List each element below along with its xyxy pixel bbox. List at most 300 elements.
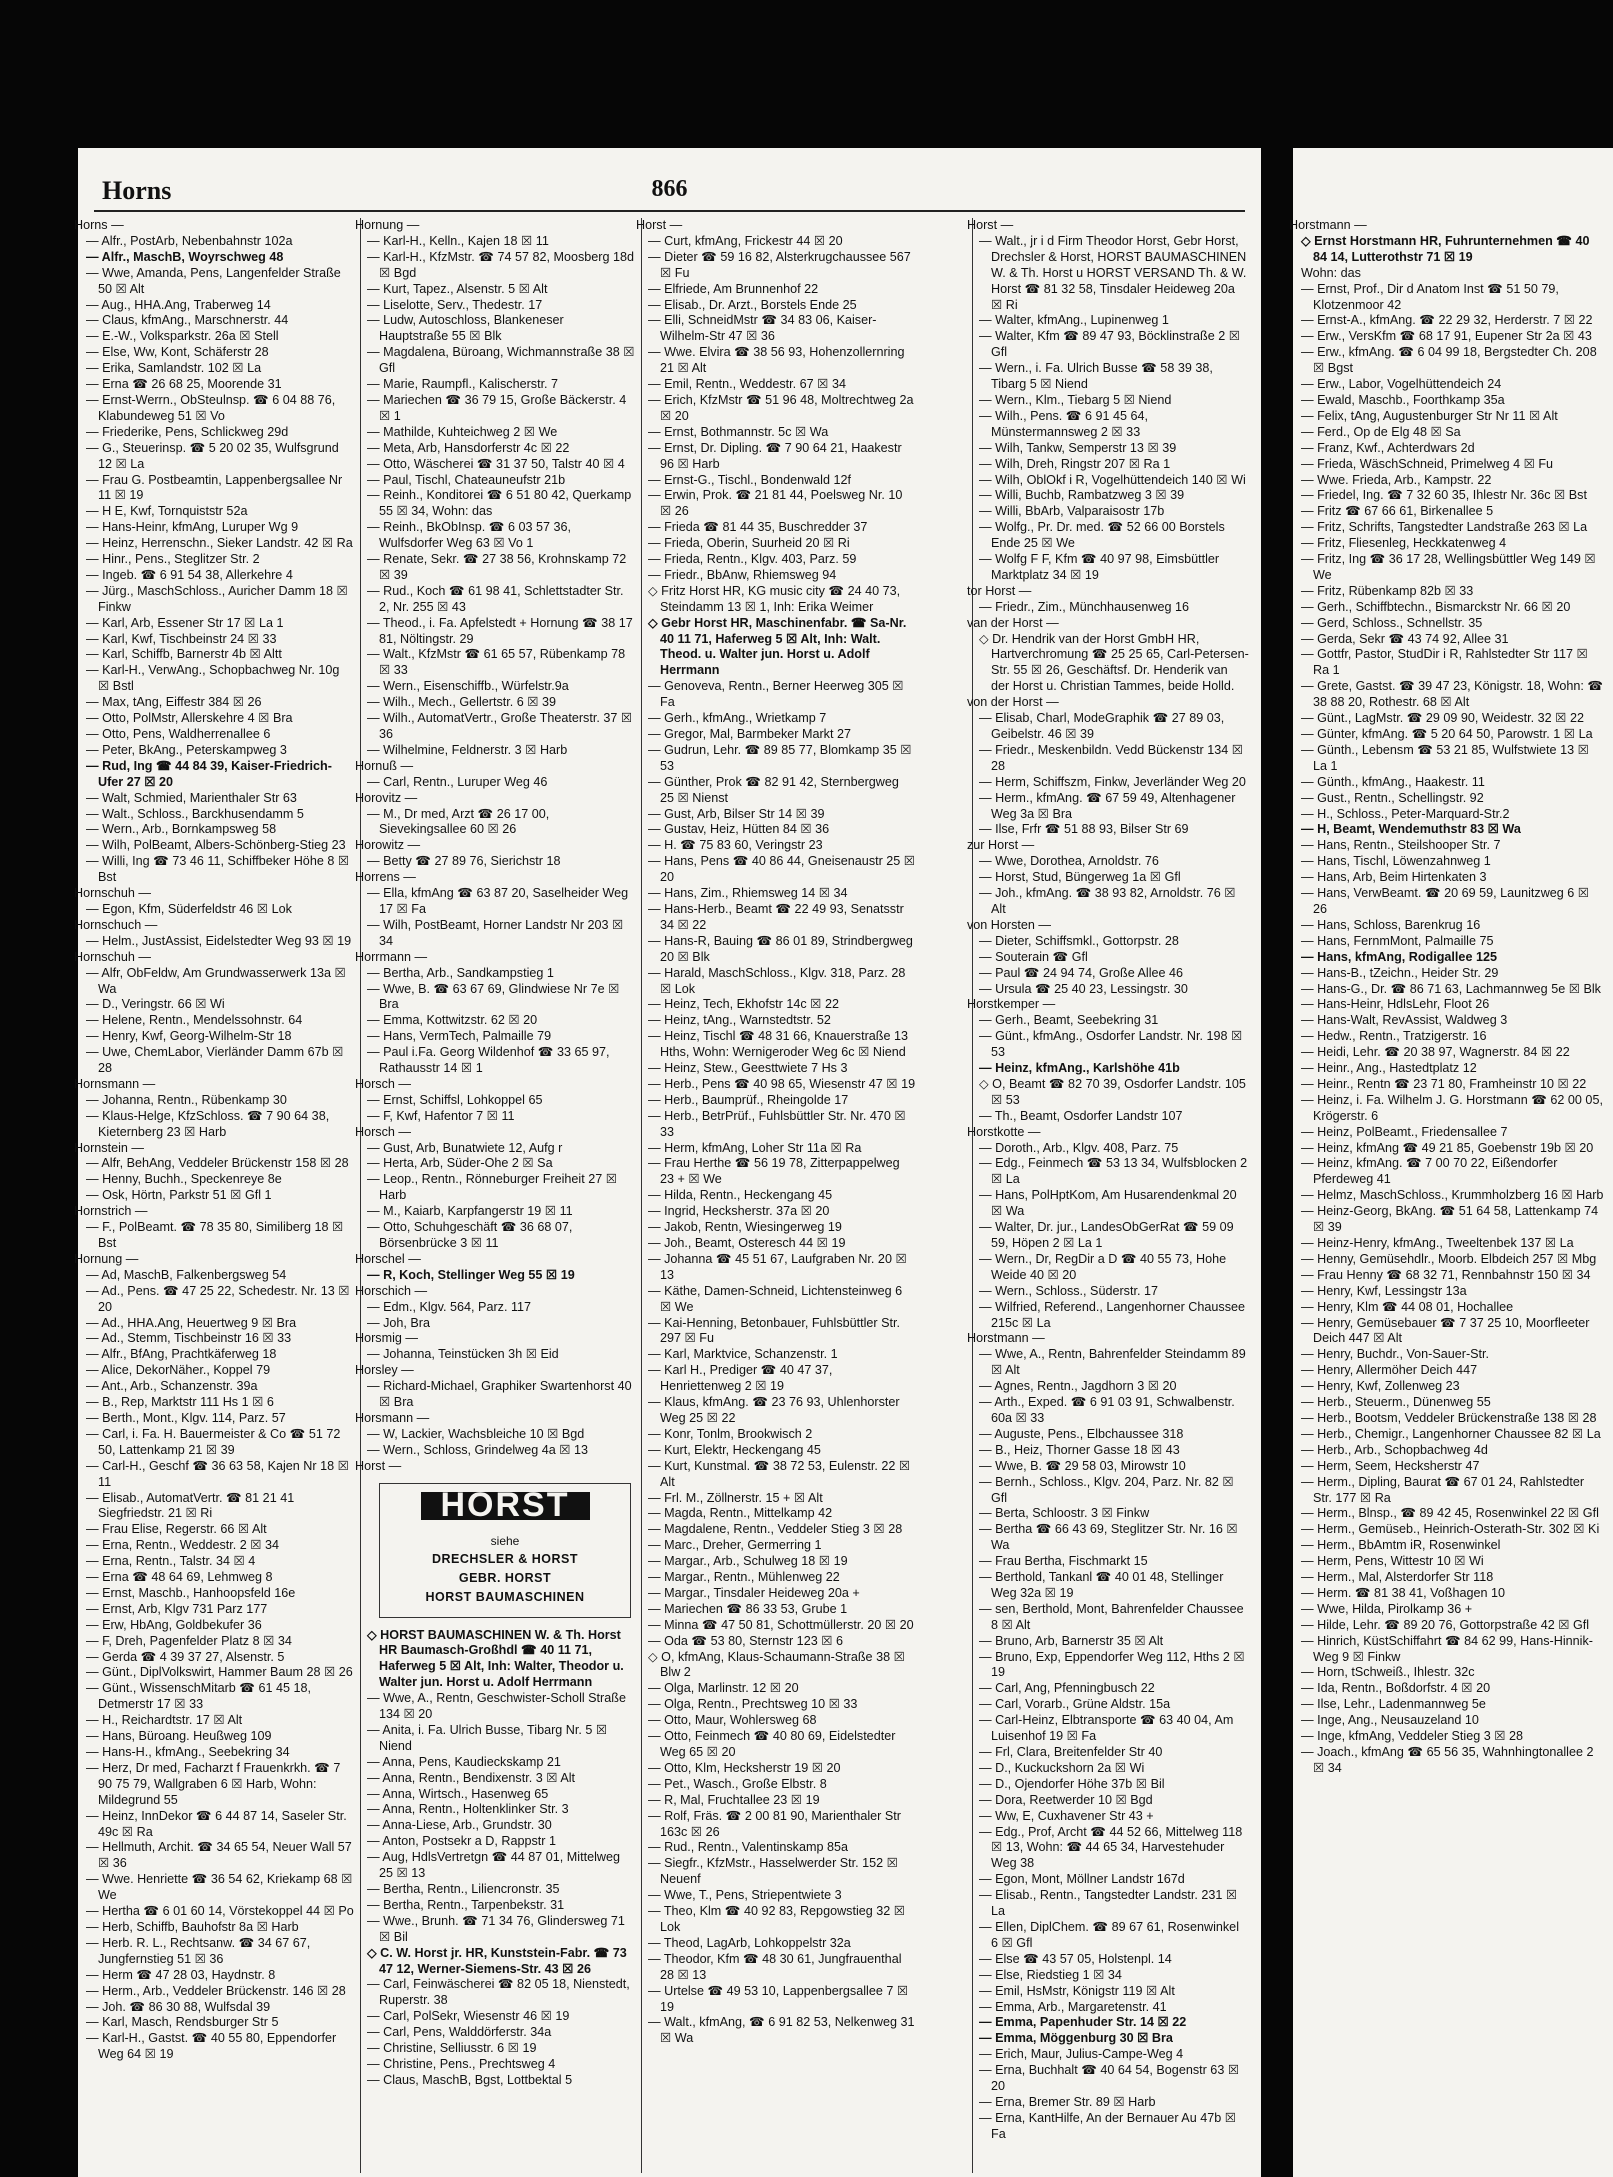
directory-entry: ◇ C. W. Horst jr. HR, Kunststein-Fabr. ☎ 73 47 12, Werner-Siemens-Str. 43 ☒ 26 — [367, 1945, 627, 1976]
directory-entry: — Kurt, Tapez., Alsenstr. 5 ☒ Alt — [367, 281, 548, 296]
surname-header: Horsmig — — [355, 1331, 418, 1346]
directory-entry: — Wwe, A., Rentn, Bahrenfelder Steindamm 89 ☒ Alt — [979, 1347, 1246, 1378]
surname-header: Hornschuh — — [74, 886, 151, 901]
directory-entry: — H., Reichardtstr. 17 ☒ Alt — [86, 1713, 243, 1728]
directory-entry: — Wwe, Amanda, Pens, Langenfelder Straße 50 ☒ Alt — [86, 265, 341, 296]
directory-entry: — Ilse, Frfr ☎ 51 88 93, Bilser Str 69 — [979, 822, 1189, 837]
page-header-title: Horns — [102, 176, 172, 205]
directory-entry: — Herm., BbAmtm iR, Rosenwinkel — [1301, 1538, 1501, 1553]
directory-entry: — Magdalena, Büroang, Wichmannstraße 38 ☒ Gfl — [367, 345, 635, 376]
directory-entry: — M., Kaiarb, Karpfangerstr 19 ☒ 11 — [367, 1204, 573, 1219]
directory-entry: — Erw, HbAng, Goldbekufer 36 — [86, 1617, 262, 1632]
directory-entry: — Christine, Pens., Prechtsweg 4 — [367, 2056, 556, 2071]
directory-entry: — Wolfg F F, Kfm ☎ 40 97 98, Eimsbüttler Marktplatz 34 ☒ 19 — [979, 552, 1220, 582]
directory-entry: — Hilde, Lehr. ☎ 89 20 76, Gottorpstraße 42 ☒ Gfl — [1301, 1617, 1590, 1632]
directory-entry: — Uwe, ChemLabor, Vierländer Damm 67b ☒ 28 — [86, 1045, 344, 1076]
directory-entry: — Henry, Buchdr., Von-Sauer-Str. — [1301, 1347, 1490, 1362]
directory-entry: — Ernst, Arb, Klgv 731 Parz 177 — [86, 1601, 268, 1616]
directory-entry: — Ludw, Autoschloss, Blankeneser Hauptstraße 55 ☒ Blk — [367, 313, 564, 344]
directory-entry: — Souterain ☎ Gfl — [979, 949, 1088, 964]
directory-entry: — Henny, Buchh., Speckenreye 8e — [86, 1172, 282, 1187]
directory-entry: — Walter, Kfm ☎ 89 47 93, Böcklinstraße 2 ☒ Gfl — [979, 329, 1240, 360]
directory-entry: — Kurt, Kunstmal. ☎ 38 72 53, Eulenstr. 22 ☒ Alt — [648, 1458, 911, 1489]
directory-entry: — Wilhelmine, Feldnerstr. 3 ☒ Harb — [367, 742, 568, 757]
directory-entry: — Rolf, Fräs. ☎ 2 00 81 90, Marienthaler Str 163c ☒ 26 — [648, 1808, 901, 1839]
directory-entry: — Paul ☎ 24 94 74, Große Allee 46 — [979, 965, 1184, 980]
directory-entry: — Herm., Arb., Veddeler Brückenstr. 146 ☒ 28 — [86, 1983, 346, 1998]
directory-entry: — Anna, Wirtsch., Hasenweg 65 — [367, 1786, 549, 1801]
directory-entry: — Theodor, Kfm ☎ 48 30 61, Jungfrauenthal 28 ☒ 13 — [648, 1951, 902, 1982]
directory-entry: — Wwe. Elvira ☎ 38 56 93, Hohenzollernring 21 ☒ Alt — [648, 345, 905, 376]
directory-entry: — Alfr, BehAng, Veddeler Brückenstr 158 ☒ 28 — [86, 1156, 349, 1171]
surname-header: Horsmann — — [355, 1410, 430, 1425]
directory-entry: — Reinh., Konditorei ☎ 6 51 80 42, Querkamp 55 ☒ 34, Wohn: das — [367, 488, 632, 519]
directory-entry: — Erw., Labor, Vogelhüttendeich 24 — [1301, 377, 1502, 392]
directory-entry: — Ida, Rentn., Boßdorfstr. 4 ☒ 20 — [1301, 1681, 1491, 1696]
directory-entry: — Anna, Rentn., Bendixenstr. 3 ☒ Alt — [367, 1770, 576, 1785]
directory-entry: — Max, tAng, Eiffestr 384 ☒ 26 — [86, 695, 262, 710]
directory-entry: — Helene, Rentn., Mendelssohnstr. 64 — [86, 1013, 303, 1028]
directory-entry: — Ww, E, Cuxhavener Str 43 + — [979, 1808, 1154, 1823]
directory-entry: — Berta, Schloostr. 3 ☒ Finkw — [979, 1506, 1150, 1521]
directory-entry: — D., Kuckuckshorn 2a ☒ Wi — [979, 1760, 1145, 1775]
directory-entry: — Margar., Rentn., Mühlenweg 22 — [648, 1570, 840, 1585]
directory-entry: — Otto, Schuhgeschäft ☎ 36 68 07, Börsenbrücke 3 ☒ 11 — [367, 1220, 573, 1250]
directory-entry: — Erich, Maur, Julius-Campe-Weg 4 — [979, 2047, 1184, 2062]
directory-entry: — Wilfried, Referend., Langenhorner Chaussee 215c ☒ La — [979, 1299, 1246, 1330]
directory-entry: — Horn, tSchweiß., Ihlestr. 32c — [1301, 1665, 1475, 1680]
directory-entry: — Ingrid, Hecksherstr. 37a ☒ 20 — [648, 1204, 830, 1219]
ad-siehe: siehe — [490, 1533, 520, 1548]
directory-entry: — Herb, Schiffb, Bauhofstr 8a ☒ Harb — [86, 1919, 299, 1934]
column-2 — [355, 218, 635, 2173]
directory-entry: — Hellmuth, Archit. ☎ 34 65 54, Neuer Wall 57 ☒ 36 — [86, 1840, 352, 1871]
directory-entry: — Herb., BetrPrüf., Fuhlsbüttler Str. Nr. 470 ☒ 33 — [648, 1108, 906, 1139]
directory-entry: — Inge, Ang., Neusauzeland 10 — [1301, 1713, 1479, 1728]
directory-entry: — Otto, Wäscherei ☎ 31 37 50, Talstr 40 ☒ 4 — [367, 456, 625, 471]
directory-entry: — Dora, Reetwerder 10 ☒ Bgd — [979, 1792, 1153, 1807]
directory-entry: — Herb., Arb., Schopbachweg 4d — [1301, 1442, 1488, 1457]
directory-entry: — Berthold, Tankanl ☎ 40 01 48, Stellinger Weg 32a ☒ 19 — [979, 1570, 1224, 1600]
directory-entry: — D., Veringstr. 66 ☒ Wi — [86, 997, 225, 1012]
directory-entry: — Ursula ☎ 25 40 23, Lessingstr. 30 — [979, 981, 1188, 996]
directory-entry: — Friedr., Meskenbildn. Vedd Bückenstr 134 ☒ 28 — [979, 742, 1243, 773]
directory-entry: — Erna, KantHilfe, An der Bernauer Au 47b ☒ Fa — [979, 2110, 1237, 2141]
directory-entry: — Ilse, Lehr., Ladenmannweg 5e — [1301, 1697, 1486, 1712]
directory-entry: — Gerd, Schloss., Schnellstr. 35 — [1301, 615, 1483, 630]
directory-entry: — Heinz, Stew., Geesttwiete 7 Hs 3 — [648, 1061, 848, 1076]
directory-entry: — Bruno, Arb, Barnerstr 35 ☒ Alt — [979, 1633, 1164, 1648]
directory-entry: — Alfr, ObFeldw, Am Grundwasserwerk 13a ☒ Wa — [86, 965, 346, 996]
directory-entry: — Günter, kfmAng. ☎ 5 20 64 50, Parowstr. 1 ☒ La — [1301, 727, 1593, 741]
directory-entry: — Aug., HHA.Ang, Traberweg 14 — [86, 297, 271, 312]
directory-entry: — Karl-H., KfzMstr. ☎ 74 57 82, Moosberg 18d ☒ Bgd — [367, 249, 634, 280]
directory-entry: — Herb. R. L., Rechtsanw. ☎ 34 67 67, Jungfernstieg 51 ☒ 36 — [86, 1935, 311, 1966]
directory-entry: — Wwe, B. ☎ 63 67 69, Glindwiese Nr 7e ☒ Bra — [367, 981, 620, 1012]
directory-entry: — Klaus, kfmAng. ☎ 23 76 93, Uhlenhorster Weg 25 ☒ 22 — [648, 1395, 900, 1425]
directory-entry: — Walter, Dr. jur., LandesObGerRat ☎ 59 09 59, Höpen 2 ☒ La 1 — [979, 1220, 1234, 1250]
directory-entry: — Hedw., Rentn., Tratzigerstr. 16 — [1301, 1029, 1487, 1044]
directory-entry: — Heinz, kfmAng. ☎ 7 00 70 22, Eißendorfer Pferdeweg 41 — [1301, 1156, 1558, 1187]
surname-header: Horstmann — — [1289, 218, 1367, 232]
directory-entry: — Wolfg., Pr. Dr. med. ☎ 52 66 00 Borstels Ende 25 ☒ We — [979, 520, 1225, 551]
directory-entry: — Herm, Seem, Hecksherstr 47 — [1301, 1458, 1480, 1473]
directory-entry: — Käthe, Damen-Schneid, Lichtensteinweg 6 ☒ We — [648, 1283, 903, 1314]
directory-entry: — Hans, Pens ☎ 40 86 44, Gneisenaustr 25 ☒ 20 — [648, 854, 916, 885]
surname-header: Horschel — — [355, 1251, 421, 1266]
surname-header: Horstkemper — — [967, 997, 1056, 1012]
directory-entry: — Günt., kfmAng., Osdorfer Landstr. Nr. 198 ☒ 53 — [979, 1029, 1243, 1060]
directory-entry: — Wern., Arb., Bornkampsweg 58 — [86, 822, 277, 837]
directory-entry: — Hans-R, Bauing ☎ 86 01 89, Strindbergweg 20 ☒ Blk — [648, 933, 913, 964]
horst-advertisement — [379, 1483, 631, 1618]
directory-entry: — Betty ☎ 27 89 76, Sierichstr 18 — [367, 854, 561, 869]
directory-entry: — Frl. M., Zöllnerstr. 15 + ☒ Alt — [648, 1490, 823, 1505]
directory-page — [74, 148, 1261, 2177]
directory-entry: — Klaus-Helge, KfzSchloss. ☎ 7 90 64 38, Kieternberg 23 ☒ Harb — [86, 1108, 330, 1139]
directory-entry: — Anna-Liese, Arb., Grundstr. 30 — [367, 1818, 552, 1833]
directory-entry: — Carl, PolSekr, Wiesenstr 46 ☒ 19 — [367, 2009, 570, 2024]
directory-entry: — Ewald, Maschb., Foorthkamp 35a — [1301, 392, 1505, 407]
directory-entry: — Ernst, Bothmannstr. 5c ☒ Wa — [648, 424, 829, 439]
directory-entry: — Gregor, Mal, Barmbeker Markt 27 — [648, 727, 851, 741]
directory-entry: — Walt., jr i d Firm Theodor Horst, Gebr Horst, Drechsler & Horst, HORST BAUMASCHINEN W. & Th. Horst u HORST VERSAND Th. & W. Horst ☎ 81 32 58, Tinsdaler Heideweg 20a ☒ Ri — [979, 233, 1247, 312]
directory-entry: — Alfr., PostArb, Nebenbahnstr 102a — [86, 233, 293, 248]
directory-entry: — Hans, PolHptKom, Am Husarendenkmal 20 ☒ Wa — [979, 1188, 1237, 1219]
directory-entry: — Gust, Arb, Bunatwiete 12, Aufg r — [367, 1140, 563, 1155]
directory-entry: — Oda ☎ 53 80, Sternstr 123 ☒ 6 — [648, 1633, 843, 1648]
directory-entry: — Wwe. Henriette ☎ 36 54 62, Kriekamp 68 ☒ We — [86, 1872, 353, 1903]
directory-entry: — Herta, Arb, Süder-Ohe 2 ☒ Sa — [367, 1156, 553, 1171]
directory-entry: — Wilh, Dreh, Ringstr 207 ☒ Ra 1 — [979, 456, 1171, 471]
directory-entry: — Wern., Schloss., Süderstr. 17 — [979, 1283, 1158, 1298]
directory-entry: — Alice, DekorNäher., Koppel 79 — [86, 1363, 271, 1378]
directory-entry: — Henry, Kwf, Lessingstr 13a — [1301, 1283, 1467, 1298]
directory-entry: — G., Steuerinsp. ☎ 5 20 02 35, Wulfsgrund 12 ☒ La — [86, 440, 339, 471]
directory-entry: — Herm., Dipling, Baurat ☎ 67 01 24, Rahlstedter Str. 177 ☒ Ra — [1301, 1474, 1585, 1505]
directory-entry: — Heinz, tAng., Warnstedtstr. 52 — [648, 1013, 831, 1028]
directory-entry: — sen, Berthold, Mont, Bahrenfelder Chaussee 8 ☒ Alt — [979, 1601, 1244, 1632]
directory-entry: — Bertha, Arb., Sandkampstieg 1 — [367, 965, 554, 980]
directory-entry: — Hinrich, KüstSchiffahrt ☎ 84 62 99, Hans-Hinnik-Weg 9 ☒ Finkw — [1301, 1633, 1593, 1664]
directory-entry: — Joh, Bra — [367, 1315, 430, 1330]
surname-header: Horowitz — — [355, 838, 421, 853]
directory-entry: — Friedr., Zim., Münchhausenweg 16 — [979, 599, 1189, 614]
directory-entry: — Karl-H., Gastst. ☎ 40 55 80, Eppendorfer Weg 64 ☒ 19 — [86, 2031, 337, 2062]
directory-entry: — Paul i.Fa. Georg Wildenhof ☎ 33 65 97, Rathausstr 14 ☒ 1 — [367, 1045, 610, 1076]
directory-entry: — Rud., Koch ☎ 61 98 41, Schlettstadter Str. 2, Nr. 255 ☒ 43 — [367, 583, 624, 614]
surname-header: Horsch — — [355, 1076, 411, 1091]
directory-entry: — Fritz ☎ 67 66 61, Birkenallee 5 — [1301, 504, 1494, 519]
directory-entry: — Günt., LagMstr. ☎ 29 09 90, Weidestr. 32 ☒ 22 — [1301, 711, 1584, 726]
directory-entry: — Carl-H., Geschf ☎ 36 63 58, Kajen Nr 18 ☒ 11 — [86, 1458, 349, 1489]
surname-header: Horstkotte — — [967, 1124, 1041, 1139]
directory-entry: — Otto, PolMstr, Allerskehre 4 ☒ Bra — [86, 711, 293, 726]
directory-entry: — Felix, tAng, Augustenburger Str Nr 11 ☒ Alt — [1301, 408, 1558, 423]
directory-entry: — Else ☎ 43 57 05, Holstenpl. 14 — [979, 1951, 1172, 1966]
directory-entry: — Emma, Arb., Margaretenstr. 41 — [979, 1999, 1167, 2014]
directory-entry: — Theod., i. Fa. Apfelstedt + Hornung ☎ 38 17 81, Nöltingstr. 29 — [367, 615, 633, 646]
directory-entry: ◇ Ernst Horstmann HR, Fuhrunternehmen ☎ 40 84 14, Lutterothstr 71 ☒ 19 — [1301, 233, 1590, 264]
directory-entry: — Ant., Arb., Schanzenstr. 39a — [86, 1379, 258, 1394]
directory-entry: — Herm., Gemüseb., Heinrich-Osterath-Str. 302 ☒ Ki — [1301, 1522, 1600, 1537]
directory-entry: — Frau Henny ☎ 68 32 71, Rennbahnstr 150 ☒ 34 — [1301, 1267, 1591, 1282]
directory-entry: — Johanna, Teinstücken 3h ☒ Eid — [367, 1347, 559, 1362]
directory-entry: — Hans-H., kfmAng., Seebekring 34 — [86, 1745, 290, 1759]
directory-entry: — Gerh., Beamt, Seebekring 31 — [979, 1013, 1159, 1028]
header-rule — [94, 210, 1245, 212]
directory-entry: — Wern., Dr, RegDir a D ☎ 40 55 73, Hohe Weide 40 ☒ 20 — [979, 1251, 1227, 1282]
directory-entry: — Bertha, Rentn., Tarpenbekstr. 31 — [367, 1897, 565, 1912]
directory-entry: ◇ O, Beamt ☎ 82 70 39, Osdorfer Landstr. 105 ☒ 53 — [979, 1076, 1246, 1107]
column-1 — [74, 218, 354, 2173]
directory-entry: — Frieda ☎ 81 44 35, Buschredder 37 — [648, 520, 868, 535]
directory-entry: — Gerh., kfmAng., Wrietkamp 7 — [648, 711, 827, 726]
directory-entry: — M., Dr med, Arzt ☎ 26 17 00, Sievekingsallee 60 ☒ 26 — [367, 806, 550, 837]
directory-entry: — Joh., kfmAng. ☎ 38 93 82, Arnoldstr. 76 ☒ Alt — [979, 886, 1236, 916]
directory-entry: — Erika, Samlandstr. 102 ☒ La — [86, 361, 262, 376]
directory-entry: ◇ Fritz Horst HR, KG music city ☎ 24 40 73, Steindamm 13 ☒ 1, Inh: Erika Weimer — [648, 583, 901, 614]
directory-entry: — Hans, Rentn., Steilshooper Str. 7 — [1301, 838, 1501, 853]
directory-entry: — Karl, Masch, Rendsburger Str 5 — [86, 2015, 279, 2030]
directory-entry: — Walt., kfmAng, ☎ 6 91 82 53, Nelkenweg 31 ☒ Wa — [648, 2015, 915, 2046]
directory-entry: — Frau Bertha, Fischmarkt 15 — [979, 1554, 1148, 1569]
directory-entry: — Renate, Sekr. ☎ 27 38 56, Krohnskamp 72 ☒ 39 — [367, 552, 627, 582]
directory-entry: — Fritz, Schrifts, Tangstedter Landstraße 263 ☒ La — [1301, 520, 1588, 535]
directory-entry: — Mathilde, Kuhteichweg 2 ☒ We — [367, 424, 558, 439]
directory-entry: — Horst, Stud, Büngerweg 1a ☒ Gfl — [979, 870, 1181, 885]
directory-entry: — Günt., WissenschMitarb ☎ 61 45 18, Detmerstr 17 ☒ 33 — [86, 1681, 311, 1712]
directory-entry: — Günth., Lebensm ☎ 53 21 85, Wulfstwiete 13 ☒ La 1 — [1301, 742, 1589, 773]
directory-entry: — Hans, kfmAng, Rodigallee 125 — [1301, 949, 1497, 964]
directory-entry: — Mariechen ☎ 86 33 53, Grube 1 — [648, 1601, 848, 1616]
directory-entry: — Karl, Kwf, Tischbeinstr 24 ☒ 33 — [86, 631, 277, 646]
directory-entry: — Gustav, Heiz, Hütten 84 ☒ 36 — [648, 822, 830, 837]
directory-entry: — Herb., Chemigr., Langenhorner Chaussee 82 ☒ La — [1301, 1426, 1601, 1441]
directory-entry: — Henry, Kwf, Georg-Wilhelm-Str 18 — [86, 1029, 292, 1044]
ad-line-1: DRECHSLER & HORST — [431, 1551, 578, 1566]
directory-entry: — Frieda, WäschSchneid, Primelweg 4 ☒ Fu — [1301, 456, 1554, 471]
directory-entry: — Auguste, Pens., Elbchaussee 318 — [979, 1426, 1184, 1441]
directory-entry: — Friedel, Ing. ☎ 7 32 60 35, Ihlestr Nr. 36c ☒ Bst — [1301, 488, 1587, 503]
directory-entry: — Frau Elise, Regerstr. 66 ☒ Alt — [86, 1522, 267, 1537]
directory-entry: — Herm., Blnsp., ☎ 89 42 45, Rosenwinkel 22 ☒ Gfl — [1301, 1506, 1599, 1521]
directory-entry: — Herm, Schiffszm, Finkw, Jeverländer Weg 20 — [979, 774, 1246, 789]
directory-entry: — Elfriede, Am Brunnenhof 22 — [648, 281, 819, 296]
directory-entry: — Heidi, Lehr. ☎ 20 38 97, Wagnerstr. 84 ☒ 22 — [1301, 1045, 1570, 1060]
directory-entry: — Hans-Herb., Beamt ☎ 22 49 93, Senatsstr 34 ☒ 22 — [648, 901, 904, 932]
directory-entry: Wohn: das — [1301, 265, 1361, 280]
directory-entry: — Gudrun, Lehr. ☎ 89 85 77, Blomkamp 35 ☒ 53 — [648, 742, 912, 773]
directory-entry: — Ella, kfmAng ☎ 63 87 20, Saselheider Weg 17 ☒ Fa — [367, 886, 629, 916]
directory-entry: — Agnes, Rentn., Jagdhorn 3 ☒ 20 — [979, 1379, 1177, 1394]
directory-entry: — Johanna ☎ 45 51 67, Laufgraben Nr. 20 ☒ 13 — [648, 1251, 907, 1282]
directory-entry: — Herb., Steuerm., Dünenweg 55 — [1301, 1395, 1491, 1410]
directory-entry: — Heinz, Tischl ☎ 48 31 66, Knauerstraße 13 Hths, Wohn: Wernigeroder Weg 6c ☒ Niend — [648, 1029, 908, 1060]
directory-entry: — Hans, Arb, Beim Hirtenkaten 3 — [1301, 870, 1487, 885]
ad-line-3: HORST BAUMASCHINEN — [425, 1589, 585, 1604]
directory-entry: — Anna, Rentn., Holtenklinker Str. 3 — [367, 1802, 569, 1817]
directory-entry: — Carl, Feinwäscherei ☎ 82 05 18, Nienstedt, Ruperstr. 38 — [367, 1977, 630, 2008]
directory-entry: — Helm., JustAssist, Eidelstedter Weg 93 ☒ 19 — [86, 933, 352, 948]
directory-entry: — Ernst, Schiffsl, Lohkoppel 65 — [367, 1092, 543, 1107]
directory-entry: — Erna, Bremer Str. 89 ☒ Harb — [979, 2094, 1156, 2109]
directory-entry: — Wern., i. Fa. Ulrich Busse ☎ 58 39 38, Tibarg 5 ☒ Niend — [979, 361, 1213, 392]
directory-entry: — Reinh., BkObInsp. ☎ 6 03 57 36, Wulfsdorfer Weg 63 ☒ Vo 1 — [367, 520, 572, 551]
directory-entry: — Richard-Michael, Graphiker Swartenhorst 40 ☒ Bra — [367, 1379, 632, 1410]
directory-entry: — Carl, Rentn., Luruper Weg 46 — [367, 774, 548, 789]
directory-entry: — Ernst, Maschb., Hanhoopsfeld 16e — [86, 1585, 296, 1600]
directory-entry: — Marc., Dreher, Germerring 1 — [648, 1538, 822, 1553]
directory-entry: — Erich, KfzMstr ☎ 51 96 48, Moltrechtweg 2a ☒ 20 — [648, 392, 914, 423]
directory-entry: — Herz, Dr med, Facharzt f Frauenkrkh. ☎ 7 90 75 79, Wallgraben 6 ☒ Harb, Wohn: Mildegrund 55 — [86, 1760, 341, 1807]
directory-entry: — Herb., Bootsm, Veddeler Brückenstraße 138 ☒ 28 — [1301, 1410, 1597, 1425]
surname-header: Horst — — [355, 1458, 402, 1473]
directory-entry: — Erwin, Prok. ☎ 21 81 44, Poelsweg Nr. 10 ☒ 26 — [648, 488, 903, 519]
directory-entry: — Frl, Clara, Breitenfelder Str 40 — [979, 1745, 1163, 1759]
directory-entry: — Willi, BbArb, Valparaisostr 17b — [979, 504, 1165, 519]
directory-entry: — Wilh, Tankw, Semperstr 13 ☒ 39 — [979, 440, 1177, 455]
directory-entry: — Aug, HdlsVertretgn ☎ 44 87 01, Mittelweg 25 ☒ 13 — [367, 1850, 620, 1881]
directory-entry: — Karl-H., VerwAng., Schopbachweg Nr. 10g ☒ Bstl — [86, 663, 340, 694]
directory-entry: — Ernst-G., Tischl., Bondenwald 12f — [648, 472, 851, 487]
directory-entry: — R, Mal, Fruchtallee 23 ☒ 19 — [648, 1792, 820, 1807]
directory-entry: — Fritz, Fliesenleg, Heckkatenweg 4 — [1301, 536, 1507, 551]
directory-entry: — Otto, Feinmech ☎ 40 80 69, Eidelstedter Weg 65 ☒ 20 — [648, 1729, 896, 1759]
directory-entry: ◇ Dr. Hendrik van der Horst GmbH HR, Hartverchromung ☎ 25 25 65, Carl-Petersen-Str. 55 ☒ 26, Geschäftsf. Dr. Henderik van der Horst u. Christian Tammes, beide Holld. — [979, 631, 1249, 694]
directory-entry: — Hans-Walt, RevAssist, Waldweg 3 — [1301, 1013, 1508, 1028]
directory-entry: — Bruno, Exp, Eppendorfer Weg 112, Hths 2 ☒ 19 — [979, 1649, 1245, 1680]
directory-entry: — Gerda ☎ 4 39 37 27, Alsenstr. 5 — [86, 1649, 285, 1664]
directory-entry: — Wwe, Dorothea, Arnoldstr. 76 — [979, 854, 1159, 869]
directory-entry: — Gust, Arb, Bilser Str 14 ☒ 39 — [648, 806, 825, 821]
directory-entry: — Leop., Rentn., Rönneburger Freiheit 27 ☒ Harb — [367, 1172, 618, 1203]
directory-entry: — Otto, Pens, Waldherrenallee 6 — [86, 727, 271, 741]
directory-entry: — Meta, Arb, Hansdorferstr 4c ☒ 22 — [367, 440, 570, 455]
directory-entry: — Anita, i. Fa. Ulrich Busse, Tibarg Nr. 5 ☒ Niend — [367, 1722, 608, 1753]
ad-line-2: GEBR. HORST — [458, 1570, 552, 1585]
directory-entry: — Elli, SchneidMstr ☎ 34 83 06, Kaiser-Wilhelm-Str 47 ☒ 36 — [648, 313, 877, 344]
directory-entry: — Gottfr, Pastor, StudDir i R, Rahlstedter Str 117 ☒ Ra 1 — [1301, 647, 1588, 678]
directory-entry: — Ingeb. ☎ 6 91 54 38, Allerkehre 4 — [86, 567, 293, 582]
directory-entry: — Emil, Rentn., Weddestr. 67 ☒ 34 — [648, 377, 846, 392]
page-number: 866 — [651, 176, 688, 202]
directory-entry: — Konr, Tonlm, Brookwisch 2 — [648, 1426, 813, 1441]
directory-entry: — Wilh., Pens. ☎ 6 91 45 64, Münstermannsweg 2 ☒ 33 — [979, 408, 1148, 439]
directory-entry: — Wwe, Hilda, Pirolkamp 36 + — [1301, 1601, 1473, 1616]
directory-entry: — Erna ☎ 26 68 25, Moorende 31 — [86, 377, 282, 392]
directory-entry: — F, Kwf, Hafentor 7 ☒ 11 — [367, 1108, 515, 1123]
directory-entry: — Elisab, Charl, ModeGraphik ☎ 27 89 03, Geibelstr. 46 ☒ 39 — [979, 711, 1225, 741]
directory-entry: — Herb., Baumprüf., Rheingolde 17 — [648, 1092, 849, 1107]
directory-entry: — Wwe, B. ☎ 29 58 03, Mirowstr 10 — [979, 1458, 1186, 1473]
directory-entry: — Heinz, Tech, Ekhofstr 14c ☒ 22 — [648, 997, 839, 1012]
directory-entry: — Ad., Pens. ☎ 47 25 22, Schedestr. Nr. 13 ☒ 20 — [86, 1283, 350, 1314]
directory-entry: — Hinr., Pens., Steglitzer Str. 2 — [86, 552, 260, 567]
directory-entry: — Gerda, Sekr ☎ 43 74 92, Allee 31 — [1301, 631, 1509, 646]
directory-entry: — Margar., Tinsdaler Heideweg 20a + — [648, 1585, 860, 1600]
directory-entry: — Herm. ☎ 81 38 41, Voßhagen 10 — [1301, 1585, 1506, 1600]
directory-entry: — Erna, Rentn., Talstr. 34 ☒ 4 — [86, 1554, 256, 1569]
directory-entry: — Elisab., AutomatVertr. ☎ 81 21 41 Siegfriedstr. 21 ☒ Ri — [86, 1490, 295, 1521]
directory-entry: — Elisab., Rentn., Tangstedter Landstr. 231 ☒ La — [979, 1888, 1238, 1919]
surname-header: Hornschuch — — [74, 917, 158, 932]
directory-entry: — Margar., Arb., Schulweg 18 ☒ 19 — [648, 1554, 848, 1569]
directory-entry: — Magdalene, Rentn., Veddeler Stieg 3 ☒ 28 — [648, 1522, 903, 1537]
surname-header: Horsley — — [355, 1363, 414, 1378]
directory-entry: — Alfr., MaschB, Woyrschweg 48 — [86, 249, 284, 264]
directory-entry: — B., Rep, Marktstr 111 Hs 1 ☒ 6 — [86, 1395, 274, 1410]
directory-entry: — Wwe, T., Pens, Striepentwiete 3 — [648, 1888, 842, 1903]
directory-entry: — Elisab., Dr. Arzt., Borstels Ende 25 — [648, 297, 857, 312]
directory-entry: — Hans-G., Dr. ☎ 86 71 63, Lachmannweg 5e ☒ Blk — [1301, 981, 1601, 996]
directory-entry: — Henry, Kwf, Zollenweg 23 — [1301, 1379, 1460, 1394]
directory-entry: — Kurt, Elektr, Heckengang 45 — [648, 1442, 821, 1457]
directory-entry: — Heinz, kfmAng ☎ 49 21 85, Goebenstr 19b ☒ 20 — [1301, 1140, 1594, 1155]
directory-entry: — Johanna, Rentn., Rübenkamp 30 — [86, 1092, 287, 1107]
directory-entry: — Karl H., Prediger ☎ 40 47 37, Henriettenweg 2 ☒ 19 — [648, 1363, 833, 1394]
column-5 — [1289, 218, 1606, 2173]
directory-entry: — Heinz, i. Fa. Wilhelm J. G. Horstmann ☎ 62 00 05, Krögerstr. 6 — [1301, 1092, 1603, 1123]
surname-header: Hornstrich — — [74, 1204, 148, 1219]
directory-entry: — Emma, Möggenburg 30 ☒ Bra — [979, 2031, 1173, 2046]
column-divider — [972, 218, 973, 2173]
directory-entry: — Bertha, Rentn., Liliencronstr. 35 — [367, 1882, 560, 1896]
directory-entry: — Theod, LagArb, Lohkoppelstr 32a — [648, 1935, 851, 1950]
surname-header: Hornschuh — — [74, 949, 151, 964]
directory-entry: — Otto, Klm, Hecksherstr 19 ☒ 20 — [648, 1760, 841, 1775]
directory-entry: — W, Lackier, Wachsbleiche 10 ☒ Bgd — [367, 1426, 585, 1441]
directory-entry: — Joach., kfmAng ☎ 65 56 35, Wahnhingtonallee 2 ☒ 34 — [1301, 1745, 1594, 1775]
directory-entry: — Wwe. Frieda, Arb., Kampstr. 22 — [1301, 472, 1492, 487]
directory-entry: — Heinz, Herrenschn., Sieker Landstr. 42 ☒ Ra — [86, 536, 353, 551]
surname-header: Hornstein — — [74, 1140, 144, 1155]
directory-entry: — Heinz-Henry, kfmAng., Tweeltenbek 137 ☒ La — [1301, 1236, 1574, 1250]
directory-entry: — Karl, Schiffb, Barnerstr 4b ☒ Altt — [86, 647, 282, 662]
directory-entry: — Walt., Schloss., Barckhusendamm 5 — [86, 806, 304, 821]
directory-entry: — Joh., Beamt, Osteresch 44 ☒ 19 — [648, 1236, 846, 1250]
directory-entry: — Henry, Klm ☎ 44 08 01, Hochallee — [1301, 1299, 1514, 1314]
directory-entry: — Herb., Pens ☎ 40 98 65, Wiesenstr 47 ☒ 19 — [648, 1076, 916, 1091]
directory-entry: — Willi, Ing ☎ 73 46 11, Schiffbeker Höhe 8 ☒ Bst — [86, 854, 350, 885]
directory-entry: — Wilh., AutomatVertr., Große Theaterstr. 37 ☒ 36 — [367, 711, 633, 741]
directory-entry: — Günther, Prok ☎ 82 91 42, Sternbergweg 25 ☒ Nienst — [648, 774, 899, 805]
directory-entry: — Grete, Gastst. ☎ 39 47 23, Königstr. 18, Wohn: ☎ 38 88 20, Rothestr. 68 ☒ Alt — [1301, 679, 1604, 710]
directory-entry: — Ferd., Op de Elg 48 ☒ Sa — [1301, 424, 1461, 439]
directory-entry: — Wilh, PolBeamt, Albers-Schönberg-Stieg 23 — [86, 838, 346, 853]
directory-entry: — Bertha ☎ 66 43 69, Steglitzer Str. Nr. 16 ☒ Wa — [979, 1522, 1238, 1553]
column-3 — [636, 218, 916, 2173]
directory-entry: — Ad., Stemm, Tischbeinstr 16 ☒ 33 — [86, 1331, 292, 1346]
directory-entry: — Carl, Vorarb., Grüne Aldstr. 15a — [979, 1697, 1171, 1712]
directory-entry: — Heinz, PolBeamt., Friedensallee 7 — [1301, 1124, 1508, 1139]
directory-entry: — Emma, Papenhuder Str. 14 ☒ 22 — [979, 2015, 1187, 2030]
directory-entry: — Herm, kfmAng, Loher Str 11a ☒ Ra — [648, 1140, 862, 1155]
directory-entry: — Wern., Schloss, Grindelweg 4a ☒ 13 — [367, 1442, 589, 1457]
directory-entry: — Hans-Heinr, HdlsLehr, Floot 26 — [1301, 997, 1490, 1012]
directory-entry: — Joh. ☎ 86 30 88, Wulfsdal 39 — [86, 1999, 271, 2014]
directory-entry: — Ernst-Werrn., ObSteulnsp. ☎ 6 04 88 76, Klabundeweg 51 ☒ Vo — [86, 392, 336, 423]
directory-entry: — Bernh., Schloss., Klgv. 204, Parz. Nr. 82 ☒ Gfl — [979, 1474, 1234, 1505]
directory-entry: — Magda, Rentn., Mittelkamp 42 — [648, 1506, 833, 1521]
surname-header: tor Horst — — [967, 583, 1032, 598]
directory-entry: — Hertha ☎ 6 01 60 14, Vörstekoppel 44 ☒ Po — [86, 1904, 354, 1919]
directory-entry: — Günt., DiplVolkswirt, Hammer Baum 28 ☒ 26 — [86, 1665, 353, 1680]
directory-entry: — H. ☎ 75 83 60, Veringstr 23 — [648, 838, 823, 853]
directory-entry: — Peter, BkAng., Peterskampweg 3 — [86, 742, 287, 757]
directory-entry: — Wern., Eisenschiffb., Würfelstr.9a — [367, 679, 569, 694]
directory-entry: — Ellen, DiplChem. ☎ 89 67 61, Rosenwinkel 6 ☒ Gfl — [979, 1919, 1239, 1950]
